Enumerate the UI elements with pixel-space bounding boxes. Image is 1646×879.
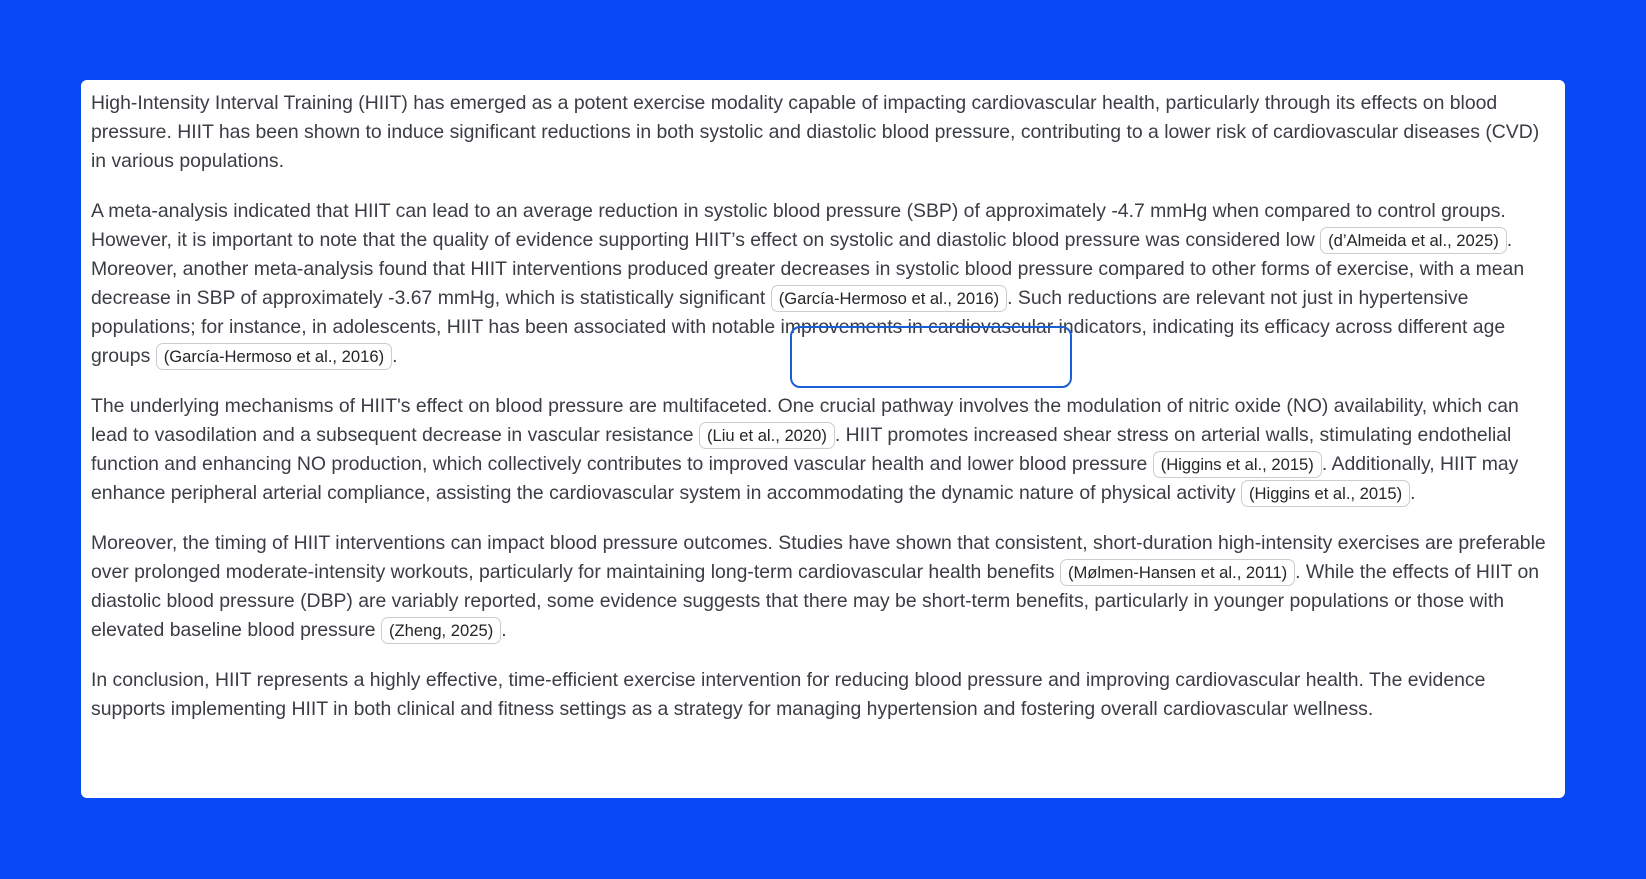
citation-chip[interactable]: (Zheng, 2025): [381, 617, 501, 644]
paragraph: [91, 666, 1555, 724]
paragraph-text: . Moreover, another meta-analysis found that HIIT interventions produced greater decreases in systolic blood pressure compared to other forms of exercise, with a mean decrease in SBP of approximately -3.67 mmHg, which is statistically significant: [91, 229, 1525, 309]
paragraph-text: Moreover, the timing of HIIT interventions can impact blood pressure outcomes. Studies have shown that consistent, short-duration high-intensity exercises are preferable over prolonged moderate-intensity workouts, particularly for maintaining long-term cardiovascular health benefits: [91, 532, 1546, 583]
paragraph-text: . Such reductions are relevant not just in hypertensive populations; for instance, in adolescents, HIIT has been associated with notable improvements in cardiovascular indicators, indicating its efficacy across different age groups: [91, 287, 1506, 367]
paragraph: [91, 392, 1555, 508]
citation-chip[interactable]: (Higgins et al., 2015): [1241, 480, 1410, 507]
paragraph: [91, 529, 1555, 645]
paragraph-text: A meta-analysis indicated that HIIT can lead to an average reduction in systolic blood pressure (SBP) of approximately -4.7 mmHg when compared to control groups. However, it is important to note that the quality of evidence supporting HIIT’s effect on systolic and diastolic blood pressure was considered low: [91, 200, 1506, 251]
paragraph-text: The underlying mechanisms of HIIT's effect on blood pressure are multifaceted. One crucial pathway involves the modulation of nitric oxide (NO) availability, which can lead to vasodilation and a subsequent decrease in vascular resistance: [91, 395, 1519, 446]
paragraph-text: .: [1410, 482, 1416, 504]
document-card: [81, 80, 1565, 798]
paragraph-text: . While the effects of HIIT on diastolic blood pressure (DBP) are variably reported, some evidence suggests that there may be short-term benefits, particularly in younger populations or those with elevated baseline blood pressure: [91, 561, 1540, 641]
paragraph-text: . HIIT promotes increased shear stress on arterial walls, stimulating endothelial function and enhancing NO production, which collectively contributes to improved vascular health and lower blood pressure: [91, 424, 1512, 475]
paragraph-text: In conclusion, HIIT represents a highly effective, time-efficient exercise intervention for reducing blood pressure and improving cardiovascular health. The evidence supports implementing HIIT in both clinical and fitness settings as a strategy for managing hypertension and fostering overall cardiovascular wellness.: [91, 669, 1486, 720]
citation-chip[interactable]: (Mølmen-Hansen et al., 2011): [1060, 559, 1295, 586]
paragraph-text: High-Intensity Interval Training (HIIT) has emerged as a potent exercise modality capable of impacting cardiovascular health, particularly through its effects on blood pressure. HIIT has been shown to induce significant reductions in both systolic and diastolic blood pressure, contributing to a lower risk of cardiovascular diseases (CVD) in various populations.: [91, 92, 1540, 172]
paragraph: [91, 89, 1555, 176]
paragraph-text: .: [501, 619, 507, 641]
paragraph-text: .: [392, 345, 398, 367]
paragraph-text: . Additionally, HIIT may enhance peripheral arterial compliance, assisting the cardiovascular system in accommodating the dynamic nature of physical activity: [91, 453, 1519, 504]
citation-chip[interactable]: (d’Almeida et al., 2025): [1320, 227, 1507, 254]
citation-chip[interactable]: (Higgins et al., 2015): [1153, 451, 1322, 478]
paragraph: [91, 197, 1555, 371]
citation-chip-focused[interactable]: (García-Hermoso et al., 2016): [156, 343, 392, 370]
citation-chip[interactable]: (Liu et al., 2020): [699, 422, 835, 449]
document-body: [91, 89, 1555, 724]
citation-chip[interactable]: (García-Hermoso et al., 2016): [771, 285, 1007, 312]
